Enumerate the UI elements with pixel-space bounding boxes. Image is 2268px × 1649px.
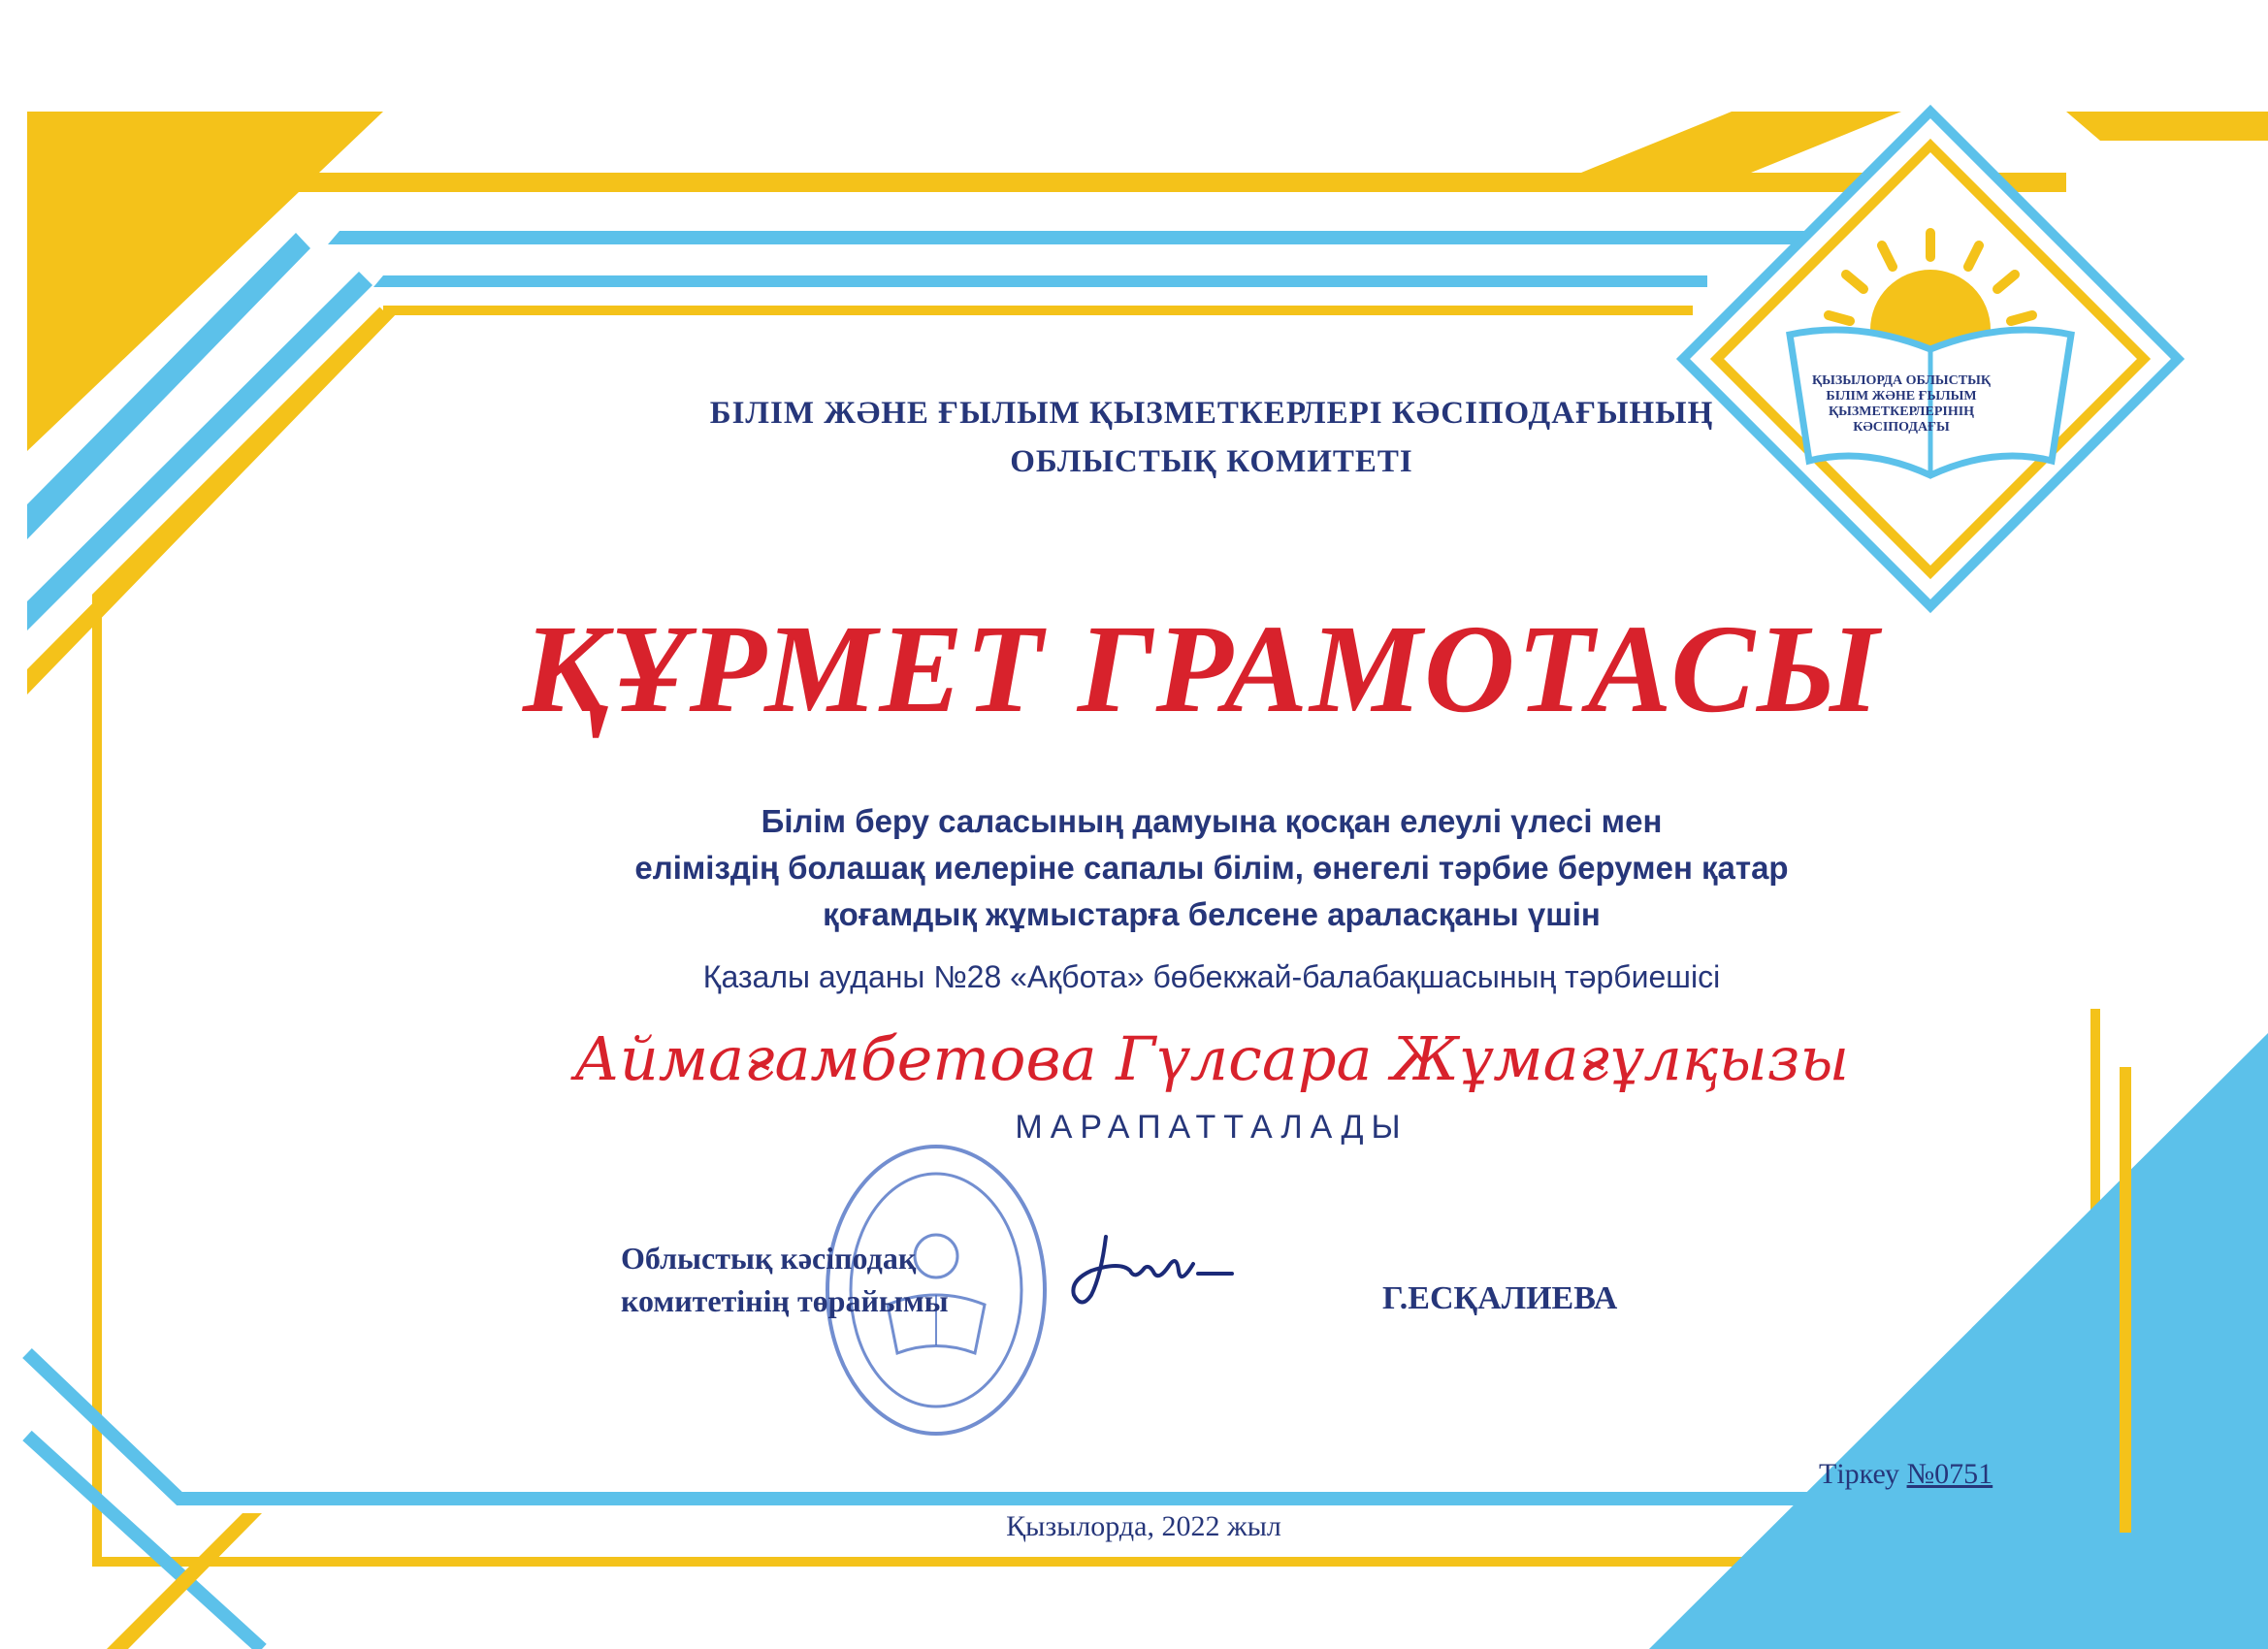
reason-line-3: қоғамдық жұмыстарға белсене араласқаны үшін	[823, 896, 1601, 932]
signatory-role-line-2: комитетінің төрайымы	[621, 1283, 949, 1318]
signatory-role-line-1: Облыстық кәсіподақ	[621, 1241, 917, 1276]
registration-value: №0751	[1906, 1458, 1993, 1490]
union-emblem-icon	[1673, 102, 2187, 616]
awarded-label: МАРАПАТТАЛАДЫ	[1015, 1109, 1409, 1146]
registration-label: Тіркеу	[1819, 1458, 1900, 1490]
certificate-title: ҚҰРМЕТ ГРАМОТАСЫ	[522, 599, 1882, 739]
emblem-text-line: ҚЫЗЫЛОРДА ОБЛЫСТЫҚ	[1812, 373, 1991, 388]
recipient-name: Аймағамбетова Гүлсара Жұмағұлқызы	[573, 1023, 1850, 1094]
registration-number	[1819, 1458, 1993, 1491]
reason-line-2: еліміздің болашақ иелеріне сапалы білім, өнегелі тәрбие берумен қатар	[634, 850, 1789, 886]
recipient-position: Қазалы ауданы №28 «Ақбота» бөбекжай-балабақшасының тәрбиешісі	[702, 959, 1721, 994]
emblem-text-line: КӘСІПОДАҒЫ	[1853, 420, 1950, 435]
signatory-name: Г.ЕСҚАЛИЕВА	[1382, 1280, 1618, 1316]
organization-line-2: ОБЛЫСТЫҚ КОМИТЕТІ	[1010, 444, 1413, 479]
organization-line-1: БІЛІМ ЖӘНЕ ҒЫЛЫМ ҚЫЗМЕТКЕРЛЕРІ КӘСІПОДАҒЫНЫҢ	[709, 396, 1714, 431]
place-and-date: Қызылорда, 2022 жыл	[1006, 1510, 1281, 1542]
handwritten-signature-icon	[1062, 1227, 1247, 1314]
emblem-text-line: ҚЫЗМЕТКЕРЛЕРІНІҢ	[1828, 404, 1975, 419]
emblem-text-line: БІЛІМ ЖӘНЕ ҒЫЛЫМ	[1826, 389, 1977, 404]
reason-line-1: Білім беру саласының дамуына қосқан елеулі үлесі мен	[761, 803, 1663, 839]
signatory-role	[621, 1237, 949, 1322]
